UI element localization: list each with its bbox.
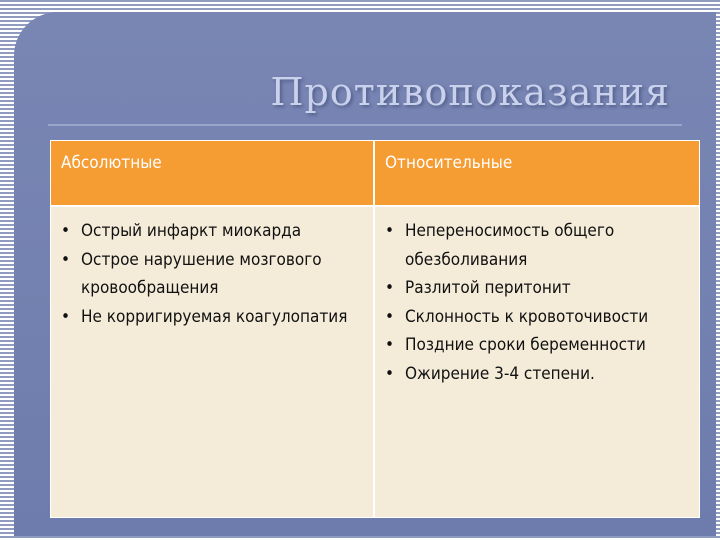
contraindications-table (50, 140, 700, 518)
header-absolute: Абсолютные (51, 141, 375, 207)
bullet-icon: • (61, 249, 71, 270)
bullet-icon: • (385, 221, 395, 241)
relative-cell (375, 207, 699, 517)
bullet-icon: • (385, 363, 395, 384)
bullet-icon: • (385, 306, 395, 327)
list-item-text: Склонность к кровоточивости (405, 306, 649, 327)
relative-list (383, 217, 687, 388)
list-item-text: Острый инфаркт миокарда (81, 221, 302, 241)
bullet-icon: • (385, 278, 395, 298)
list-item (383, 217, 687, 274)
header-relative: Относительные (375, 141, 699, 207)
slide-background (14, 12, 716, 536)
list-item-text: Не корригируемая коагулопатия (81, 306, 348, 327)
slide-title: Противопоказания (270, 70, 670, 114)
list-item (59, 303, 361, 332)
list-item (383, 331, 687, 360)
list-item-text: Непереносимость общего обезболивания (405, 221, 615, 270)
list-item-text: Разлитой перитонит (405, 278, 571, 298)
list-item (383, 360, 687, 389)
bullet-icon: • (61, 221, 71, 241)
title-divider (48, 124, 682, 126)
absolute-list (59, 217, 361, 331)
list-item (59, 217, 361, 246)
list-item (383, 274, 687, 303)
bullet-icon: • (385, 335, 395, 355)
list-item (59, 246, 361, 303)
bullet-icon: • (61, 306, 71, 327)
absolute-cell (51, 207, 375, 517)
list-item (383, 303, 687, 332)
list-item-text: Ожирение 3-4 степени. (405, 363, 595, 384)
list-item-text: Острое нарушение мозгового кровообращения (81, 249, 322, 298)
list-item-text: Поздние сроки беременности (405, 335, 646, 355)
